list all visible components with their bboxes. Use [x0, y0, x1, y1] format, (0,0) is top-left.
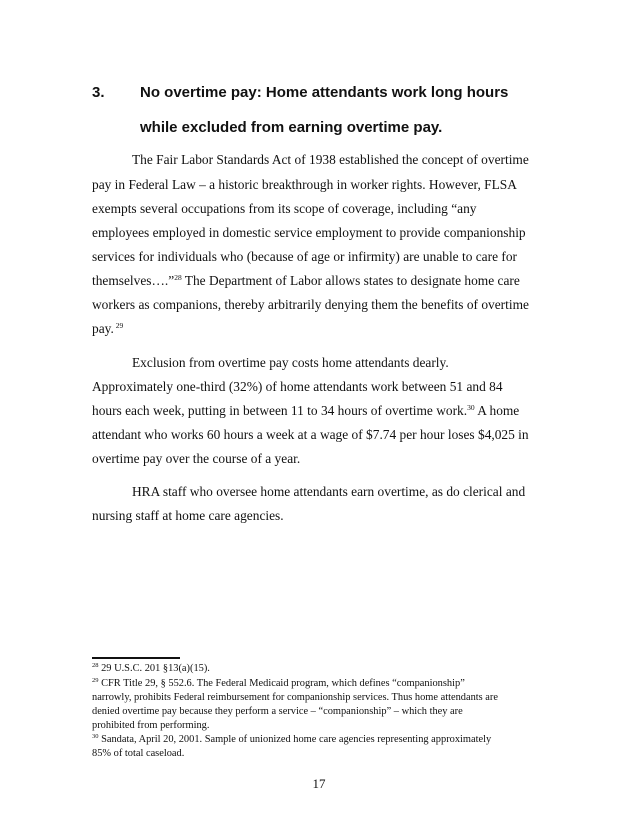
footnote-line: denied overtime pay because they perform a service – “companionship” – which they are [92, 706, 463, 717]
paragraph-line: pay in Federal Law – a historic breakthrough in worker rights. However, FLSA [92, 177, 517, 192]
section-title-line-2: while excluded from earning overtime pay. [140, 119, 443, 136]
paragraph-line: workers as companions, thereby arbitrarily denying them the benefits of overtime [92, 297, 529, 312]
paragraph-line: attendant who works 60 hours a week at a wage of $7.74 per hour loses $4,025 in [92, 427, 529, 442]
footnote-28 [92, 663, 210, 674]
paragraph-line: nursing staff at home care agencies. [92, 508, 284, 523]
footnote-line: prohibited from performing. [92, 720, 210, 731]
footnote-text: CFR Title 29, § 552.6. The Federal Medicaid program, which defines “companionship” [98, 678, 465, 689]
paragraph-line: The Fair Labor Standards Act of 1938 established the concept of overtime [132, 152, 529, 167]
footnote-text: 29 U.S.C. 201 §13(a)(15). [98, 663, 210, 674]
text-run: A home [474, 403, 520, 418]
text-run: pay. [92, 321, 114, 336]
section-number: 3. [92, 84, 105, 101]
paragraph-line [92, 321, 123, 337]
text-run: hours each week, putting in between 11 to 34 hours of overtime work. [92, 403, 468, 418]
footnote-line: 85% of total caseload. [92, 748, 185, 759]
footnote-divider [92, 657, 180, 659]
footnote-marker: 29 [92, 677, 99, 684]
paragraph-line: Exclusion from overtime pay costs home attendants dearly. [132, 355, 449, 370]
paragraph-line: Approximately one-third (32%) of home attendants work between 51 and 84 [92, 379, 503, 394]
footnote-text: Sandata, April 20, 2001. Sample of unionized home care agencies representing approximately [98, 734, 492, 745]
footnote-29 [92, 678, 465, 689]
paragraph-line: HRA staff who oversee home attendants earn overtime, as do clerical and [132, 484, 526, 499]
paragraph-line: exempts several occupations from its scope of coverage, including “any [92, 201, 477, 216]
footnote-ref-30: 30 [467, 403, 475, 412]
paragraph-line: employees employed in domestic service employment to provide companionship [92, 225, 526, 240]
section-title-line-1: No overtime pay: Home attendants work long hours [140, 84, 509, 101]
text-run: The Department of Labor allows states to designate home care [181, 273, 520, 288]
footnote-ref-29: 29 [113, 321, 124, 330]
footnote-marker: 30 [92, 733, 99, 740]
footnote-marker: 28 [92, 662, 99, 669]
section-heading [92, 84, 562, 101]
paragraph-line [92, 403, 519, 419]
footnote-30 [92, 734, 491, 745]
footnote-line: narrowly, prohibits Federal reimbursement for companionship services. Thus home attendants are [92, 692, 498, 703]
footnote-ref-28: 28 [174, 273, 182, 282]
paragraph-line: services for individuals who (because of age or infirmity) are unable to care for [92, 249, 517, 264]
page-number: 17 [312, 776, 326, 791]
text-run: themselves….” [92, 273, 175, 288]
paragraph-line [92, 273, 520, 289]
paragraph-line: overtime pay over the course of a year. [92, 451, 301, 466]
